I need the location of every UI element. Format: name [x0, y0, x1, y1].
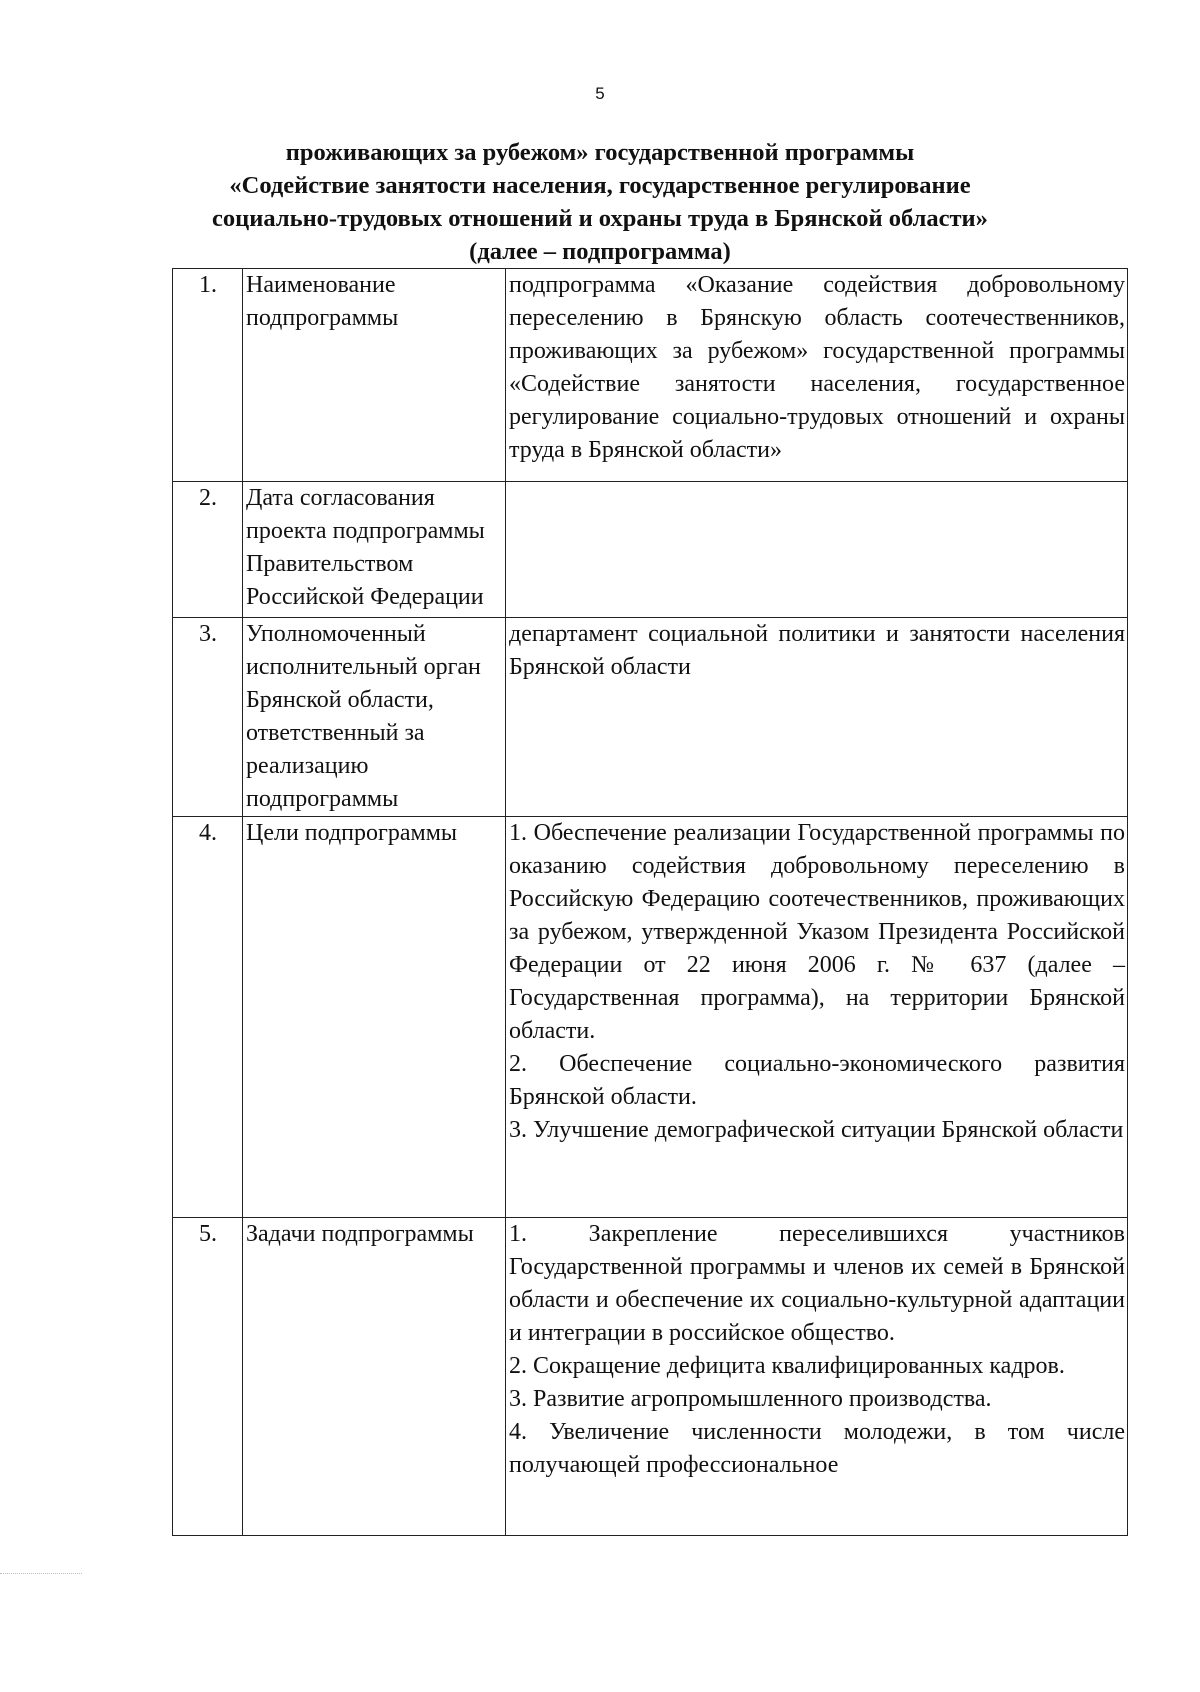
content-paragraph: 3. Улучшение демографической ситуации Брянской области — [509, 1117, 1124, 1143]
row-content — [506, 817, 1128, 1218]
table-row — [173, 482, 1128, 618]
page-number: 5 — [595, 84, 605, 103]
row-number: 4. — [173, 817, 243, 1218]
row-label: Уполномоченный исполнительный орган Брянской области, ответственный за реализацию подпрограммы — [243, 618, 506, 817]
row-content — [506, 618, 1128, 817]
content-paragraph: 3. Развитие агропромышленного производства. — [509, 1386, 992, 1412]
table-row — [173, 269, 1128, 482]
subprogram-passport-table — [172, 268, 1128, 1536]
row-label: Дата согласования проекта подпрограммы Правительством Российской Федерации — [243, 482, 506, 618]
row-number: 3. — [173, 618, 243, 817]
content-paragraph: подпрограмма «Оказание содействия добровольному переселению в Брянскую область соотечественников, проживающих за рубежом» государственной программы «Содействие занятости населения, государственное регулирование социально-трудовых отношений и охраны труда в Брянской области» — [509, 272, 1125, 463]
heading-line: социально-трудовых отношений и охраны труда в Брянской области» — [212, 205, 988, 232]
content-paragraph: 1. Закрепление переселившихся участников Государственной программы и членов их семей в Брянской области и обеспечение их социально-культурной адаптации и интеграции в российское общество. — [509, 1221, 1125, 1346]
row-content — [506, 269, 1128, 482]
row-label: Цели подпрограммы — [243, 817, 506, 1218]
content-paragraph: департамент социальной политики и занятости населения Брянской области — [509, 621, 1125, 680]
content-paragraph: 4. Увеличение численности молодежи, в том числе получающей профессиональное — [509, 1419, 1125, 1478]
row-number: 5. — [173, 1218, 243, 1536]
row-label: Задачи подпрограммы — [243, 1218, 506, 1536]
heading-line: проживающих за рубежом» государственной программы — [285, 139, 915, 166]
row-number: 1. — [173, 269, 243, 482]
content-paragraph: 2. Сокращение дефицита квалифицированных кадров. — [509, 1353, 1065, 1379]
table-row — [173, 817, 1128, 1218]
heading-line: (далее – подпрограмма) — [469, 238, 731, 265]
scan-artifact — [0, 1573, 82, 1574]
row-label: Наименование подпрограммы — [243, 269, 506, 482]
content-paragraph: 2. Обеспечение социально-экономического развития Брянской области. — [509, 1051, 1125, 1110]
table-row — [173, 618, 1128, 817]
row-number: 2. — [173, 482, 243, 618]
table-row — [173, 1218, 1128, 1536]
heading-line: «Содействие занятости населения, государственное регулирование — [229, 172, 971, 199]
document-heading — [140, 136, 1060, 268]
content-paragraph: 1. Обеспечение реализации Государственной программы по оказанию содействия добровольному переселению в Российскую Федерацию соотечественников, проживающих за рубежом, утвержденной Указом Президента Российской Федерации от 22 июня 2006 г. № 637 (далее – Государственная программа), на территории Брянской области. — [509, 820, 1125, 1044]
row-content-empty — [506, 482, 1128, 618]
row-content — [506, 1218, 1128, 1536]
